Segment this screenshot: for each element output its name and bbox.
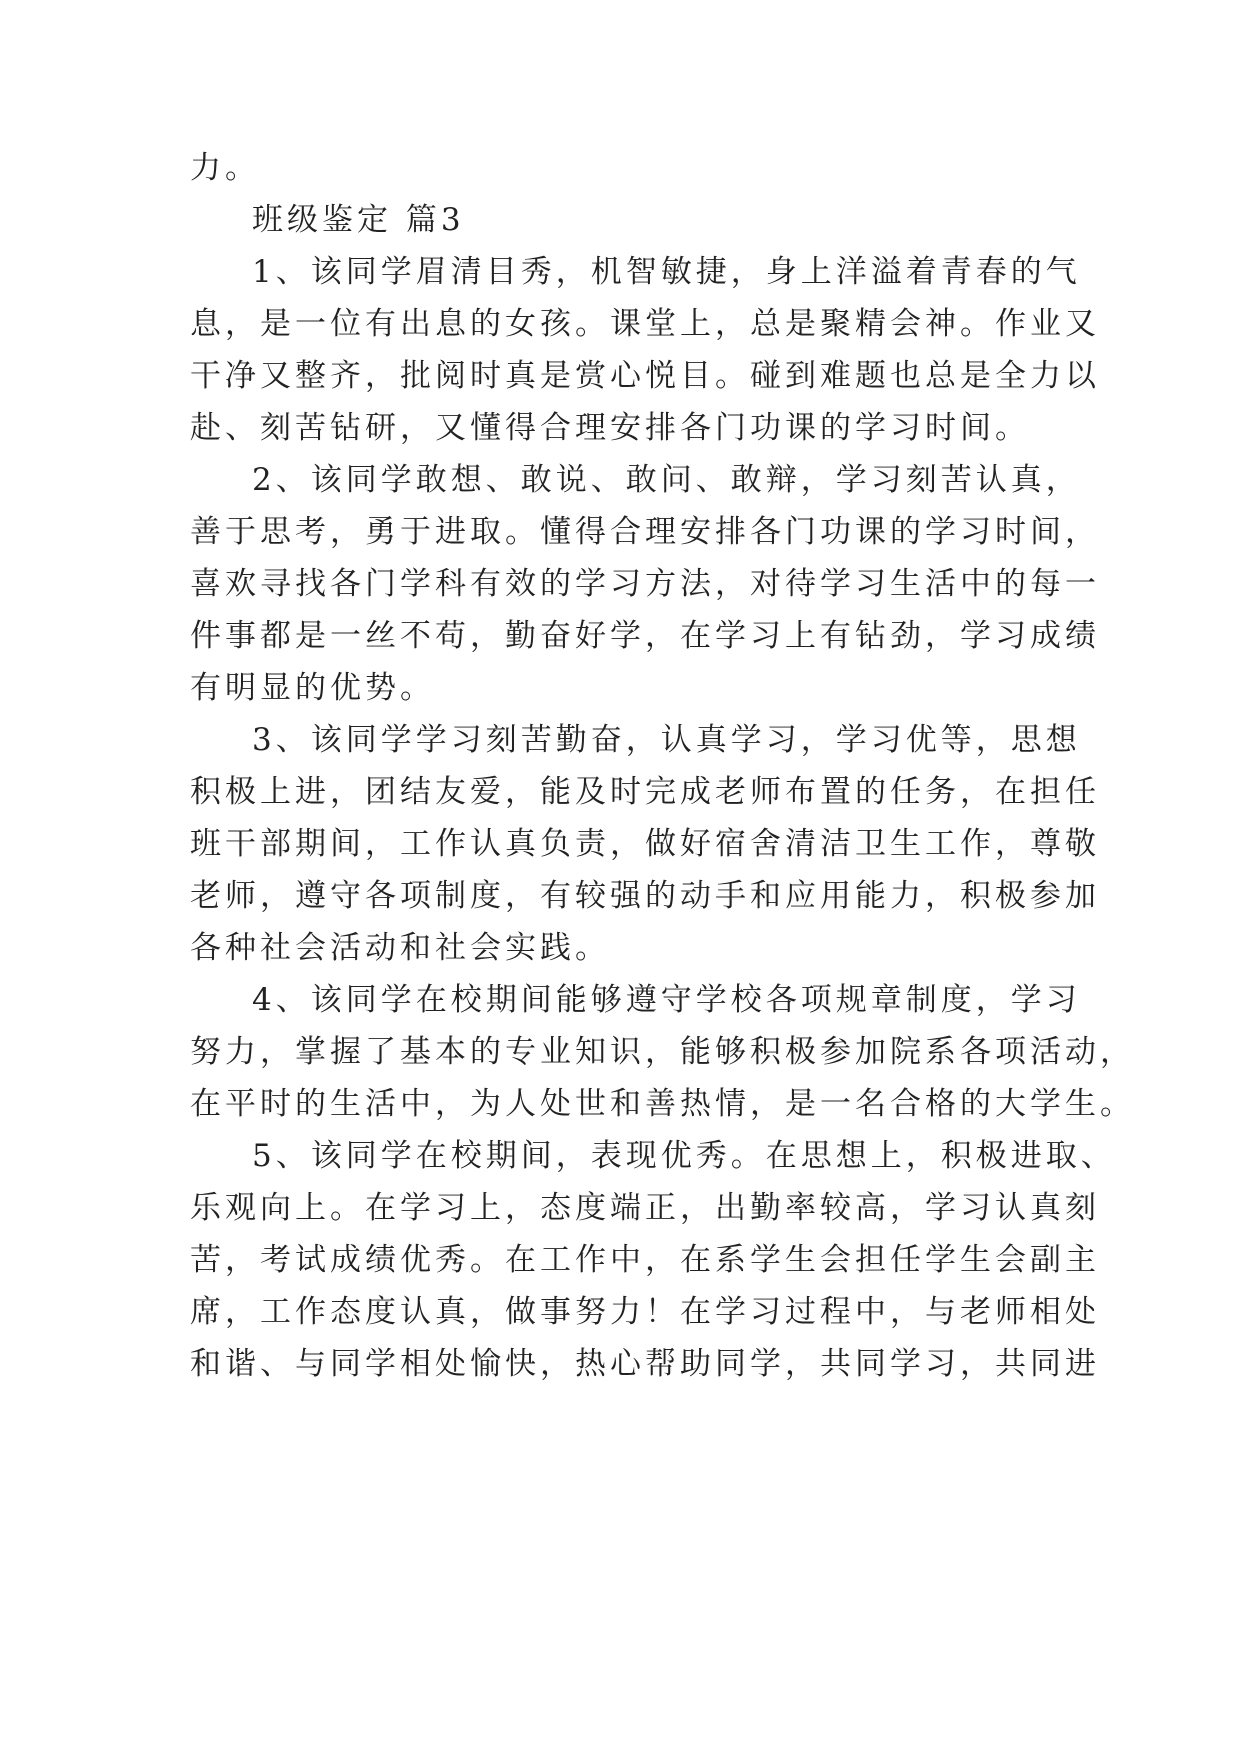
text-line: 努力，掌握了基本的专业知识，能够积极参加院系各项活动，	[190, 1034, 1135, 1070]
text-line: 席，工作态度认真，做事努力！在学习过程中，与老师相处	[190, 1294, 1100, 1330]
text-line: 积极上进，团结友爱，能及时完成老师布置的任务，在担任	[190, 774, 1100, 810]
text-line: 赴、刻苦钻研，又懂得合理安排各门功课的学习时间。	[190, 410, 1030, 446]
text-line: 喜欢寻找各门学科有效的学习方法，对待学习生活中的每一	[190, 566, 1100, 602]
text-line: 各种社会活动和社会实践。	[190, 930, 610, 966]
text-line: 善于思考，勇于进取。懂得合理安排各门功课的学习时间，	[190, 514, 1100, 550]
text-line: 苦，考试成绩优秀。在工作中，在系学生会担任学生会副主	[190, 1242, 1100, 1278]
text-line: 息，是一位有出息的女孩。课堂上，总是聚精会神。作业又	[190, 306, 1100, 342]
text-line: 干净又整齐，批阅时真是赏心悦目。碰到难题也总是全力以	[190, 358, 1100, 394]
text-line: 5、该同学在校期间，表现优秀。在思想上，积极进取、	[252, 1138, 1116, 1174]
text-line: 和谐、与同学相处愉快，热心帮助同学，共同学习，共同进	[190, 1346, 1100, 1382]
text-line: 在平时的生活中，为人处世和善热情，是一名合格的大学生。	[190, 1086, 1135, 1122]
text-line: 老师，遵守各项制度，有较强的动手和应用能力，积极参加	[190, 878, 1100, 914]
text-line: 班干部期间，工作认真负责，做好宿舍清洁卫生工作，尊敬	[190, 826, 1100, 862]
text-line: 件事都是一丝不苟，勤奋好学，在学习上有钻劲，学习成绩	[190, 618, 1100, 654]
text-line: 4、该同学在校期间能够遵守学校各项规章制度，学习	[252, 982, 1081, 1018]
section-heading: 班级鉴定 篇3	[252, 202, 465, 238]
text-line: 有明显的优势。	[190, 670, 435, 706]
text-line: 2、该同学敢想、敢说、敢问、敢辩，学习刻苦认真，	[252, 462, 1081, 498]
text-line: 3、该同学学习刻苦勤奋，认真学习，学习优等，思想	[252, 722, 1081, 758]
text-line: 1、该同学眉清目秀，机智敏捷，身上洋溢着青春的气	[252, 254, 1081, 290]
text-line: 乐观向上。在学习上，态度端正，出勤率较高，学习认真刻	[190, 1190, 1100, 1226]
text-line: 力。	[190, 150, 260, 186]
